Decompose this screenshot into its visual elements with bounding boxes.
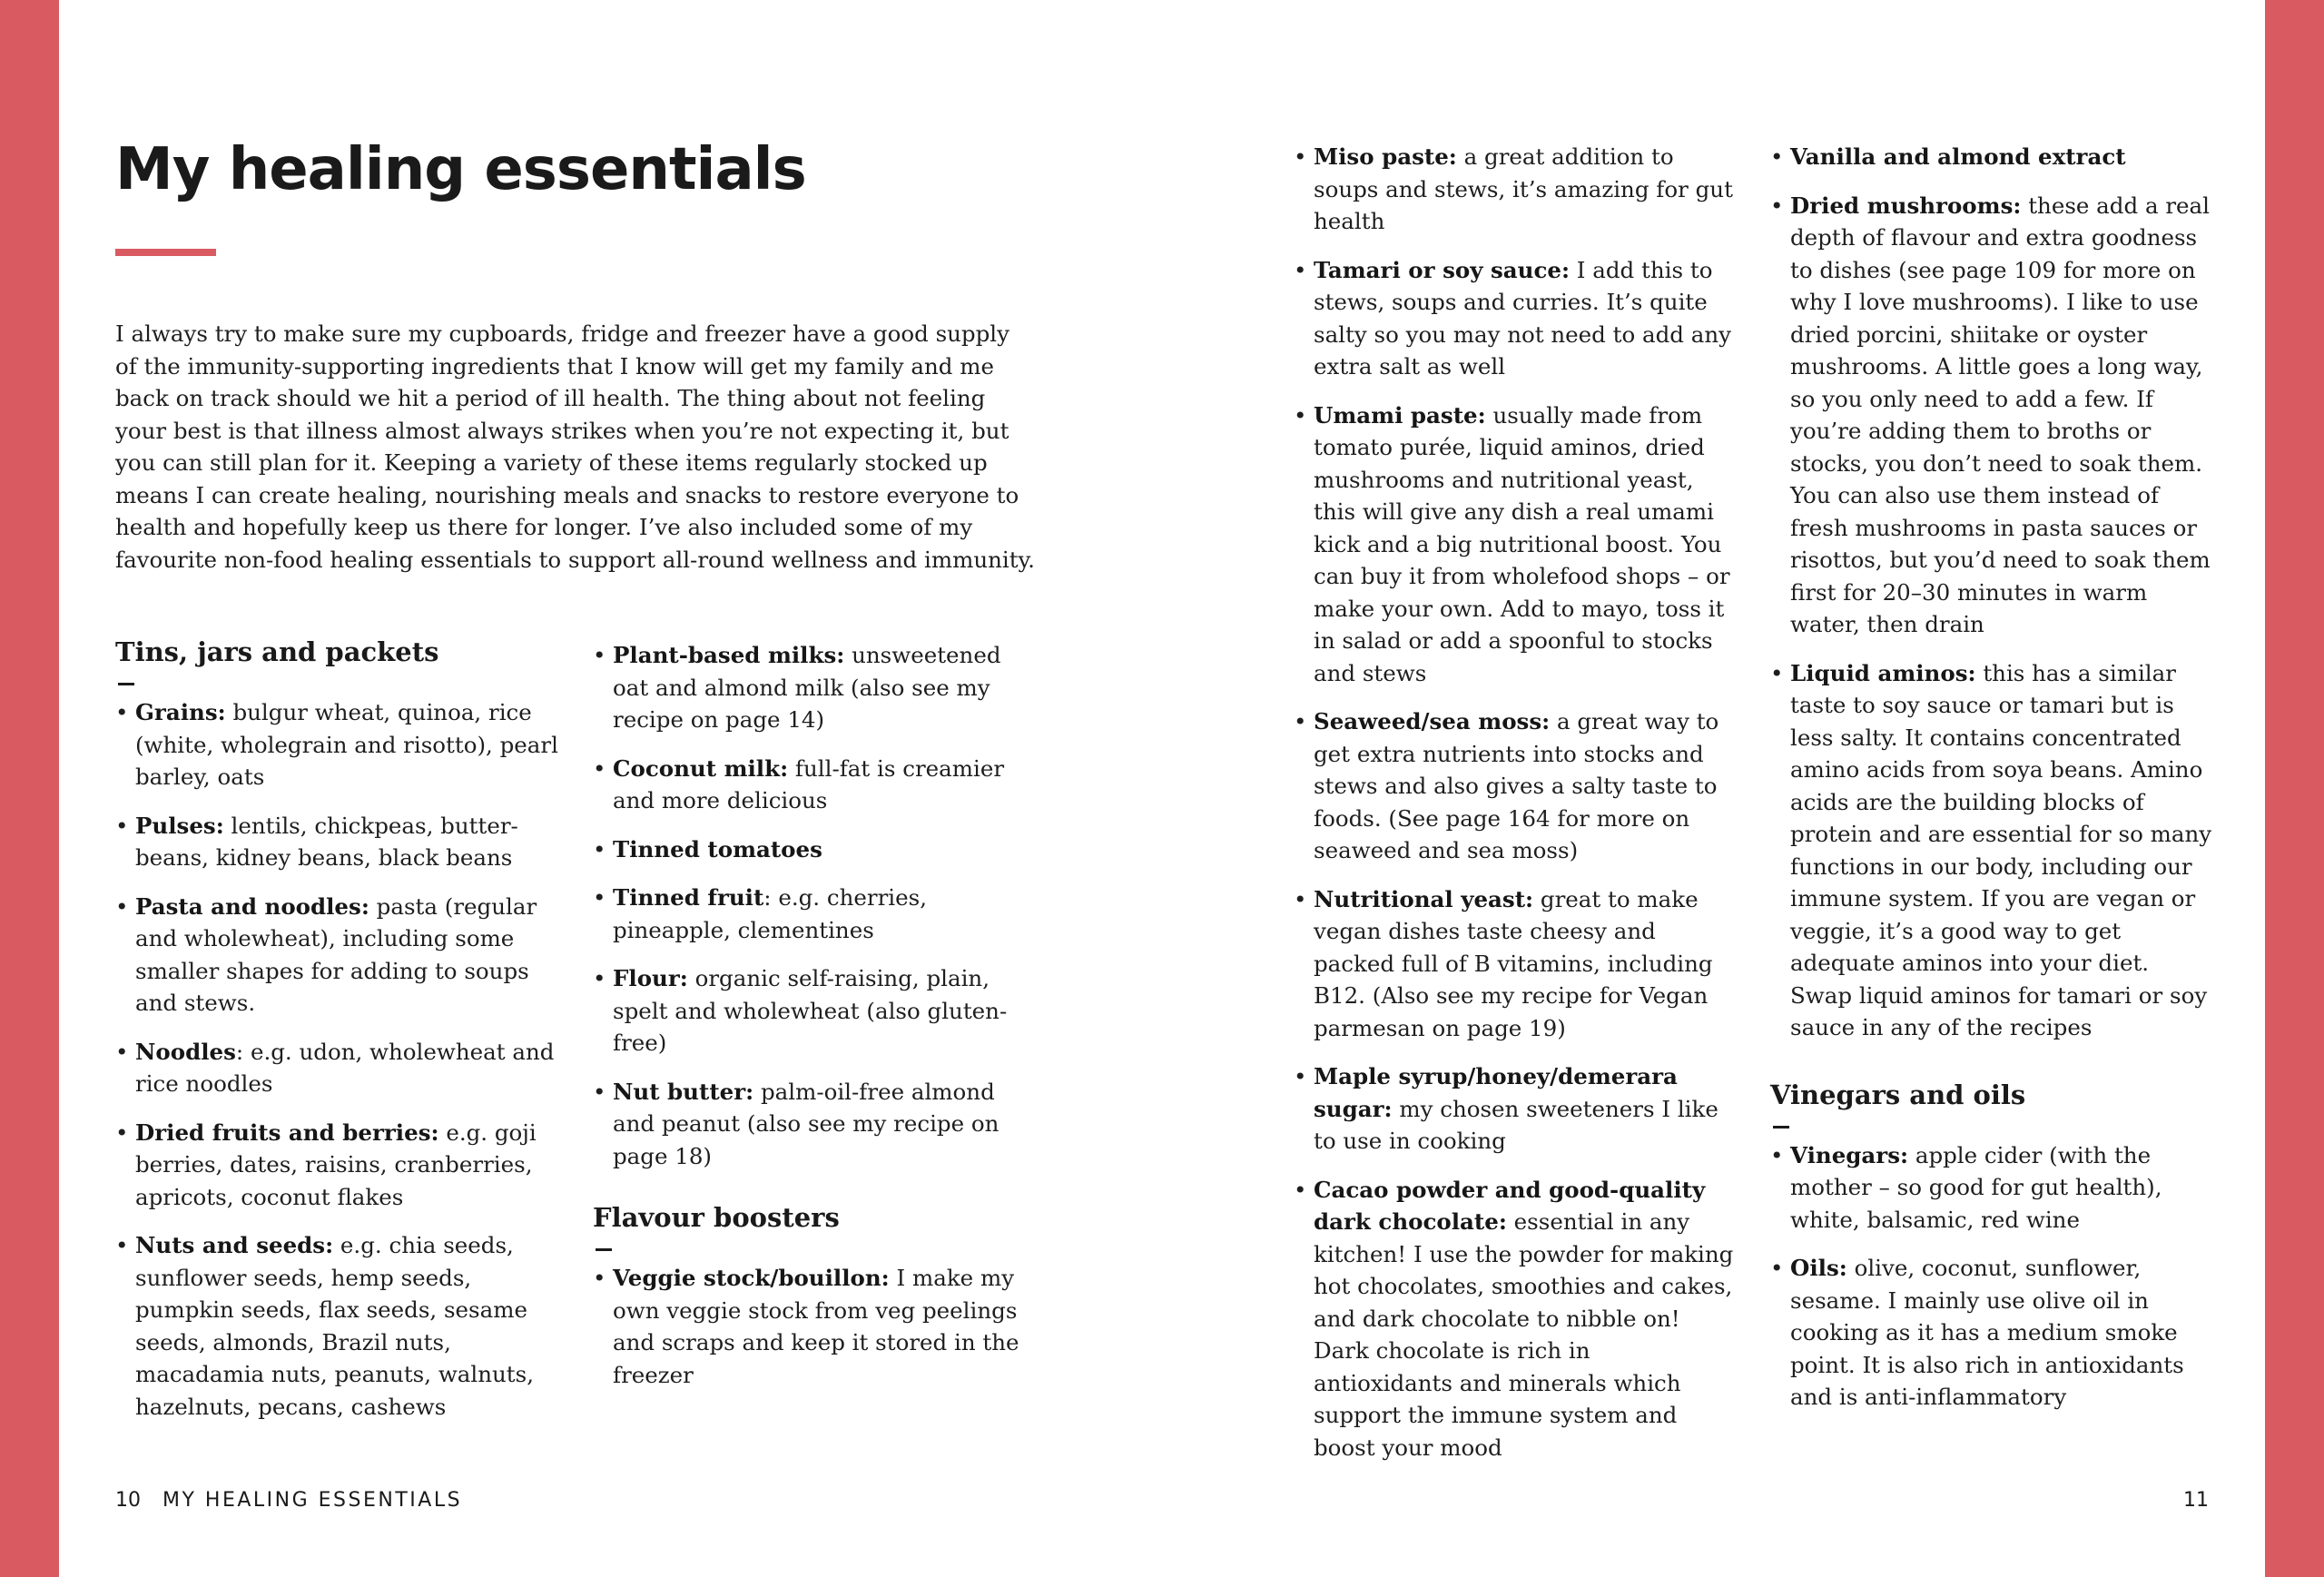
bullet: • [1294,1063,1307,1089]
item-text: pasta (regular and wholewheat), including some smaller shapes for adding to soups and stews. [135,892,537,1016]
list-item [115,1036,560,1100]
item-term: Coconut milk: [613,754,789,782]
item-term: Miso paste: [1314,143,1457,170]
list-item [115,696,560,793]
bullet: • [1294,256,1307,283]
item-term: Vinegars: [1790,1141,1909,1168]
left-page-edge [0,0,59,1577]
item-term: Noodles [135,1038,236,1065]
item-term: Seaweed/sea moss: [1314,708,1551,734]
item-term: Pasta and noodles: [135,892,369,920]
list-item [1294,1060,1734,1158]
bullet: • [1294,1176,1307,1203]
item-text: lentils, chickpeas, butter-beans, kidney beans, black beans [135,812,518,871]
left-page-number: 10 [115,1489,141,1512]
item-term: Tinned tomatoes [613,835,822,862]
item-term: Cacao powder and good-quality dark chocolate: [1314,1176,1706,1235]
bullet: • [1770,192,1784,219]
item-text: usually made from tomato purée, liquid aminos, dried mushrooms and nutritional yeast, this will give any dish a real umami kick and a big nutritional boost. You can buy it from wholefood shops – or make your own. Add to mayo, toss it in salad or add a spoonful to stocks and stews [1314,401,1730,686]
item-text: my chosen sweeteners I like to use in cooking [1314,1095,1718,1154]
bullet: • [115,1119,129,1146]
item-term: Nut butter: [613,1078,754,1105]
item-text: these add a real depth of flavour and extra goodness to dishes (see page 109 for more on why I love mushrooms). I like to use dried porcini, shiitake or oyster mushrooms. A little goes a long way, so you only need to add a few. If you’re adding them to broths or stocks, you don’t need to soak them. You can also use them instead of fresh mushrooms in pasta sauces or risottos, but you’d need to soak them first for 20–30 minutes in warm water, then drain [1790,192,2211,637]
list-item [115,891,560,1020]
bullet: • [1294,143,1307,170]
item-text: olive, coconut, sunflower, sesame. I mainly use olive oil in cooking as it has a medium smoke point. It is also rich in antioxidants and is anti-inflammatory [1790,1255,2184,1410]
intro-paragraph: I always try to make sure my cupboards, fridge and freezer have a good supply of the immunity-supporting ingredients that I know will get my family and me back on track should we hit a period of ill health. The thing about not feeling your best is that illness almost always strikes when you’re not expecting it, but you can still plan for it. Keeping a variety of these items regularly stocked up means I can create healing, nourishing meals and snacks to restore everyone to health and hopefully keep us there for longer. I’ve also included some of my favourite non-food healing essentials to support all-round wellness and immunity. [115,320,1035,573]
item-term: Vanilla and almond extract [1790,143,2126,170]
item-term: Tamari or soy sauce: [1314,256,1571,283]
item-text: unsweetened oat and almond milk (also see my recipe on page 14) [613,642,1001,733]
right-page-number: 11 [2183,1489,2209,1512]
section-dash [596,1248,612,1251]
item-text: e.g. chia seeds, sunflower seeds, hemp seeds, pumpkin seeds, flax seeds, sesame seeds, almonds, Brazil nuts, macadamia nuts, peanuts, walnuts, hazelnuts, pecans, cashews [135,1232,534,1420]
bullet: • [593,884,606,911]
bullet: • [593,835,606,862]
list-item [1770,1252,2215,1414]
item-text: apple cider (with the mother – so good for gut health), white, balsamic, red wine [1790,1141,2162,1233]
item-term: Oils: [1790,1255,1847,1281]
list-item [1770,141,2215,173]
item-term: Maple syrup/honey/demerara sugar: [1314,1063,1678,1122]
item-term: Liquid aminos: [1790,659,1976,686]
item-text: great to make vegan dishes taste cheesy and packed full of B vitamins, including B12. (Also see my recipe for Vegan parmesan on page 19) [1314,885,1713,1041]
list-item [115,810,560,874]
title-underline [115,249,216,256]
bullet: • [593,754,606,782]
section-heading-flavour-boosters: Flavour boosters [593,1202,840,1233]
column-2 [593,639,1029,1407]
list-item [1294,705,1734,867]
bullet: • [1294,401,1307,429]
item-term: Grains: [135,699,226,725]
list-item [593,1262,1029,1391]
list-item [115,1117,560,1214]
list-item [1294,141,1734,238]
bullet: • [1770,143,1784,170]
item-text: I make my own veggie stock from veg peelings and scraps and keep it stored in the freezer [613,1265,1019,1388]
list-item [1770,1139,2215,1237]
bullet: • [1770,1141,1784,1168]
item-text: : e.g. udon, wholewheat and rice noodles [135,1038,555,1097]
bullet: • [115,1232,129,1258]
column-3 [1294,141,1734,1480]
list-item [1294,254,1734,383]
item-text: essential in any kitchen! I use the powder for making hot chocolates, smoothies and cakes, and dark chocolate to nibble on! Dark chocolate is rich in antioxidants and minerals which support the immune system and boost your mood [1314,1208,1734,1461]
list-item [593,639,1029,736]
item-text: I add this to stews, soups and curries. It’s quite salty so you may not need to add any extra salt as well [1314,256,1732,379]
section-dash [1773,1126,1789,1129]
list-item [1770,657,2215,1044]
bullet: • [593,965,606,991]
item-term: Tinned fruit [613,884,764,911]
section-heading-tins: Tins, jars and packets [115,636,439,667]
item-term: Pulses: [135,812,224,839]
item-text: this has a similar taste to soy sauce or tamari but is less salty. It contains concentrated amino acids from soya beans. Amino acids are the building blocks of protein and are essential for so many functions in our body, including our immune system. If you are vegan or veggie, it’s a good way to get adequate aminos into your diet. Swap liquid aminos for tamari or soy sauce in any of the recipes [1790,659,2212,1040]
bullet: • [1770,1255,1784,1281]
column-4 [1770,141,2215,1430]
list-item [1294,883,1734,1045]
column-1 [115,634,560,1439]
bullet: • [593,642,606,668]
list-item [1770,190,2215,641]
left-page-footer [115,1489,462,1512]
bullet: • [593,1265,606,1291]
list-item [593,1076,1029,1173]
item-term: Dried mushrooms: [1790,192,2022,219]
item-text: full-fat is creamier and more delicious [613,754,1005,813]
bullet: • [1770,659,1784,686]
bullet: • [115,699,129,725]
bullet: • [115,1038,129,1065]
list-item [593,882,1029,946]
bullet: • [1294,885,1307,912]
item-text: organic self-raising, plain, spelt and wholewheat (also gluten-free) [613,965,1008,1056]
item-text: a great addition to soups and stews, it’s amazing for gut health [1314,143,1733,234]
running-head: MY HEALING ESSENTIALS [162,1489,463,1512]
item-text: a great way to get extra nutrients into stocks and stews and also gives a salty taste to foods. (See page 164 for more on seaweed and sea moss) [1314,708,1719,863]
section-dash [118,683,134,685]
bullet: • [115,892,129,920]
bullet: • [593,1078,606,1105]
item-text: palm-oil-free almond and peanut (also see my recipe on page 18) [613,1078,1000,1169]
item-term: Plant-based milks: [613,642,845,668]
item-text: e.g. goji berries, dates, raisins, cranberries, apricots, coconut flakes [135,1119,537,1210]
list-item [1294,399,1734,690]
list-item [593,753,1029,817]
item-term: Veggie stock/bouillon: [613,1265,890,1291]
right-page-edge [2265,0,2324,1577]
item-text: : e.g. cherries, pineapple, clementines [613,884,928,943]
item-term: Nutritional yeast: [1314,885,1534,912]
item-term: Flour: [613,965,688,991]
list-item [1294,1174,1734,1464]
item-term: Umami paste: [1314,401,1486,429]
section-heading-vinegars-oils: Vinegars and oils [1770,1079,2026,1110]
item-text: bulgur wheat, quinoa, rice (white, wholegrain and risotto), pearl barley, oats [135,699,558,790]
bullet: • [1294,708,1307,734]
page-title: My healing essentials [115,136,806,203]
list-item [593,962,1029,1060]
list-item [593,833,1029,866]
bullet: • [115,812,129,839]
list-item [115,1229,560,1423]
item-term: Nuts and seeds: [135,1232,334,1258]
item-term: Dried fruits and berries: [135,1119,439,1146]
